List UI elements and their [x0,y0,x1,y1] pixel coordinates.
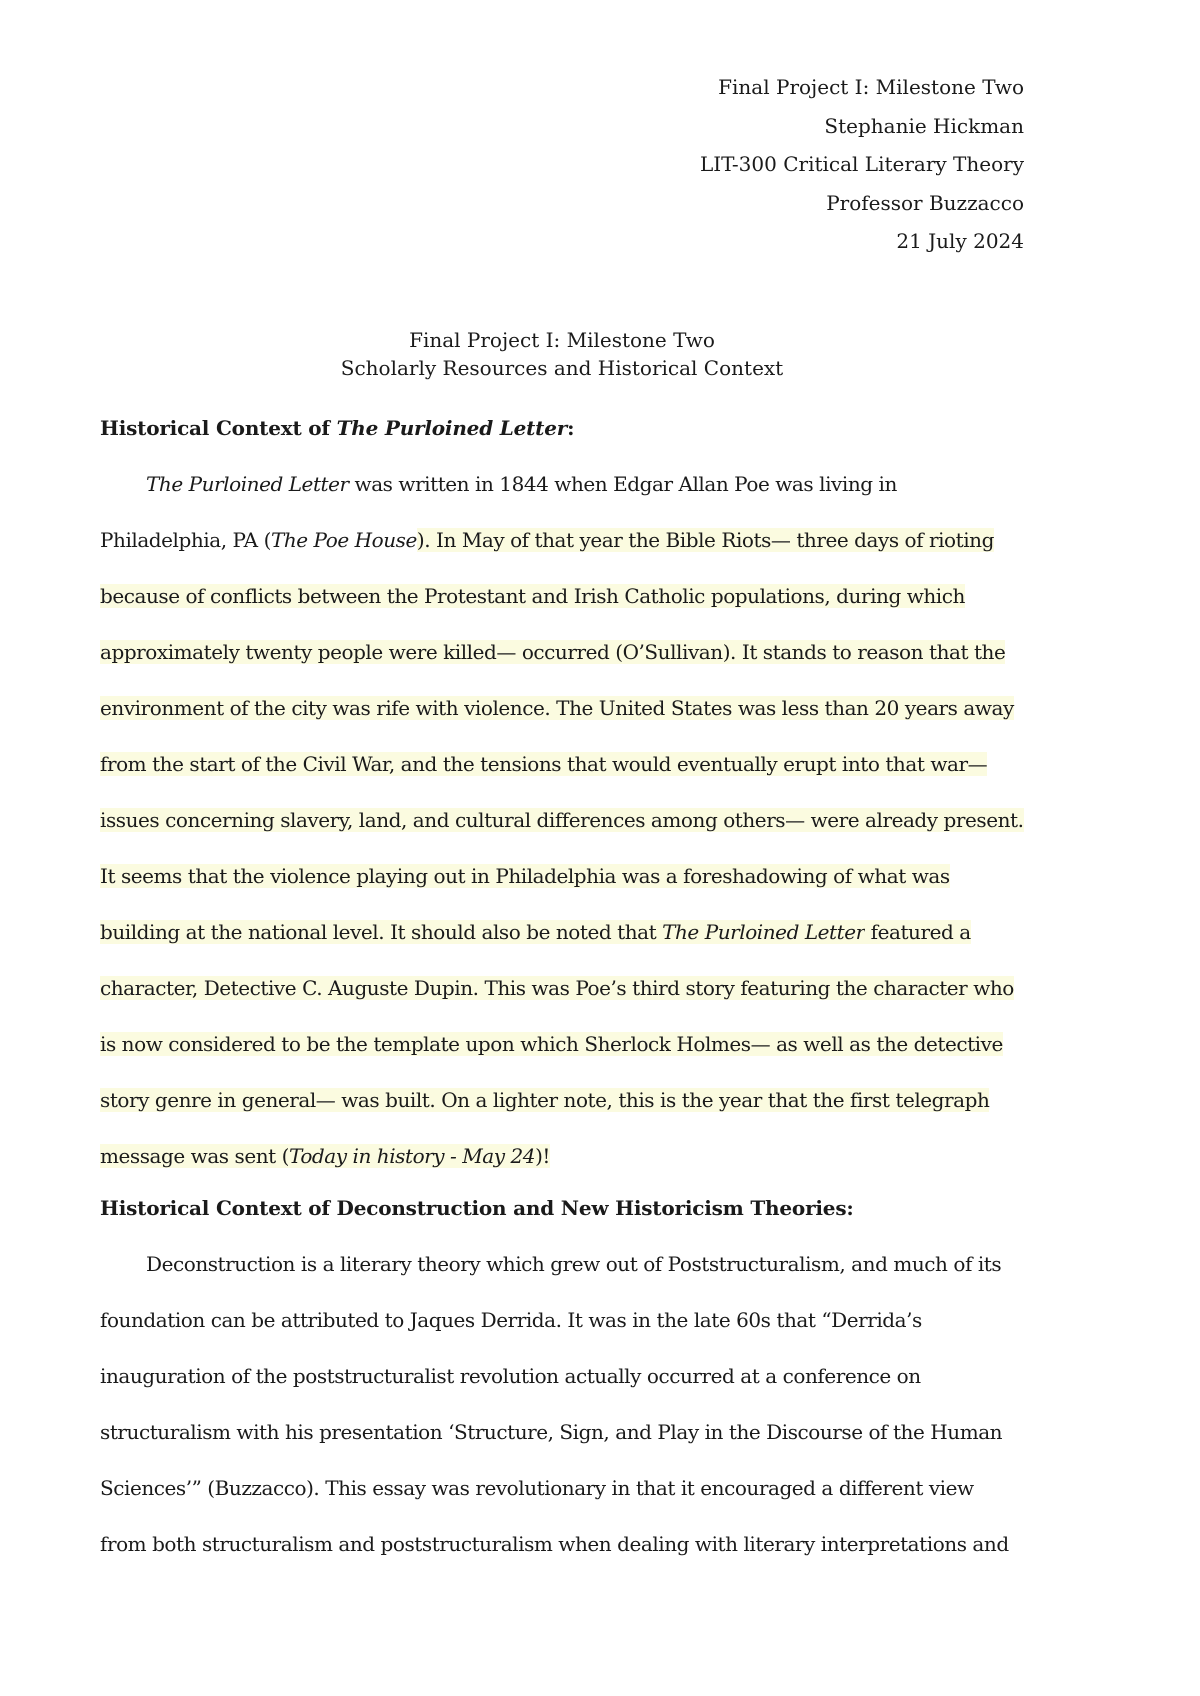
paragraph-line: inauguration of the poststructuralist revolution actually occurred at a conference on [100,1364,921,1388]
paragraph-line: Sciences’” (Buzzacco). This essay was revolutionary in that it encouraged a different view [100,1476,974,1500]
italic-source: The Poe House [270,528,417,552]
highlighted-text: )! [535,1144,551,1168]
highlighted-text: building at the national level. It should also be noted that [100,920,663,944]
paragraph-line: from both structuralism and poststructuralism when dealing with literary interpretations and [100,1532,1009,1556]
highlighted-text: because of conflicts between the Protestant and Irish Catholic populations, during which [100,584,965,608]
highlighted-text: ). In May of that year the Bible Riots— three days of rioting [416,528,994,552]
paragraph-line [100,578,965,614]
paragraph-line [100,858,950,894]
paragraph-line [100,970,1014,1006]
paragraph-line [100,914,971,950]
heading-italic-title: The Purloined Letter [336,416,568,440]
header-course: LIT-300 Critical Literary Theory [699,152,1024,176]
highlighted-text: from the start of the Civil War, and the tensions that would eventually erupt into that war— [100,752,988,776]
heading-text: Historical Context of [100,416,337,440]
highlighted-text: issues concerning slavery, land, and cultural differences among others— were already present. [100,808,1024,832]
header-assignment: Final Project I: Milestone Two [718,75,1024,99]
highlighted-text: message was sent ( [100,1144,289,1168]
text-run: was written in 1844 when Edgar Allan Poe was living in [348,472,897,496]
paragraph-line [146,466,897,502]
italic-source: Today in history - May 24 [289,1144,536,1168]
section-heading-theories: Historical Context of Deconstruction and New Historicism Theories: [100,1196,854,1220]
paragraph-line: structuralism with his presentation ‘Structure, Sign, and Play in the Discourse of the Human [100,1420,1003,1444]
heading-block [700,68,1024,261]
document-title: Final Project I: Milestone Two [409,328,715,352]
paragraph-line [100,522,994,558]
paragraph-line: foundation can be attributed to Jaques Derrida. It was in the late 60s that “Derrida’s [100,1308,922,1332]
highlighted-text: environment of the city was rife with violence. The United States was less than 20 years away [100,696,1014,720]
paragraph-line [100,802,1024,838]
highlighted-text: approximately twenty people were killed— occurred (O’Sullivan). It stands to reason that the [100,640,1006,664]
paragraph-line: Deconstruction is a literary theory which grew out of Poststructuralism, and much of its [146,1252,1002,1276]
paragraph-line [100,1082,989,1118]
paragraph-line [100,1138,550,1174]
paragraph-line [100,1026,1003,1062]
paragraph-line [100,690,1014,726]
title-block [0,326,1124,382]
highlighted-text: character, Detective C. Auguste Dupin. This was Poe’s third story featuring the character who [100,976,1014,1000]
highlighted-text: story genre in general— was built. On a lighter note, this is the year that the first telegraph [100,1088,990,1112]
paragraph-line [100,634,1005,670]
highlighted-text: It seems that the violence playing out in Philadelphia was a foreshadowing of what was [100,864,950,888]
header-date: 21 July 2024 [896,229,1024,253]
section-heading-purloined [100,416,574,440]
text-run: Philadelphia, PA ( [100,528,271,552]
highlighted-text: featured a [864,920,971,944]
header-author: Stephanie Hickman [824,113,1024,138]
highlighted-text: is now considered to be the template upon which Sherlock Holmes— as well as the detective [100,1032,1003,1056]
header-professor: Professor Buzzacco [826,190,1024,215]
paragraph-line [100,746,987,782]
heading-colon: : [567,416,575,440]
document-subtitle: Scholarly Resources and Historical Context [340,356,784,380]
italic-title: The Purloined Letter [146,472,349,496]
italic-title: The Purloined Letter [662,920,865,944]
